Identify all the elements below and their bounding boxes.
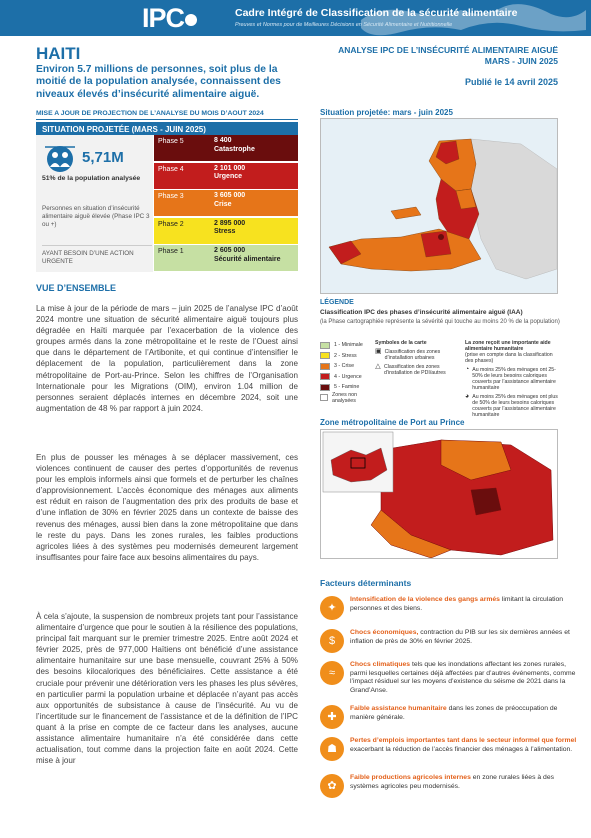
legend-phase-item: 4 - Urgence	[320, 372, 370, 383]
legend-aid-title: La zone reçoit une importante aide alimentaire humanitaire	[465, 340, 551, 352]
map-title: Situation projetée: mars - juin 2025	[320, 108, 453, 117]
phase-row	[154, 163, 298, 189]
overview-title: VUE D’ENSEMBLE	[36, 283, 117, 293]
legend-swatch	[320, 342, 330, 349]
aid-icon: ✚	[320, 705, 344, 729]
phase-value: 2 605 000 Sécurité alimentaire	[210, 245, 298, 271]
phase-name: Phase 5	[154, 135, 210, 161]
legend-symbols-title: Symboles de la carte	[375, 340, 427, 346]
phase-value: 2 895 000 Stress	[210, 218, 298, 244]
agriculture-icon: ✿	[320, 774, 344, 798]
legend-classification: Classification IPC des phases d’insécurité alimentaire aiguë (IAA)	[320, 309, 523, 316]
legend-phase-item: 5 - Famine	[320, 382, 370, 393]
haiti-phase-map	[320, 118, 558, 294]
urban-settlement-icon: ▣	[375, 348, 382, 355]
analysis-title: ANALYSE IPC DE L’INSÉCURITÉ ALIMENTAIRE AIGUË MARS - JUIN 2025	[308, 45, 558, 67]
headline: Environ 5.7 millions de personnes, soit plus de la moitié de la population analysée, connaissent des niveaux élevés d’insécurité alimentaire aiguë.	[36, 64, 281, 100]
gun-icon: ✦	[320, 596, 344, 620]
header-banner	[0, 0, 591, 36]
phase-value: 3 605 000 Crise	[210, 190, 298, 216]
factors-title: Facteurs déterminants	[320, 578, 412, 588]
country-title: HAITI	[36, 44, 81, 63]
legend-note: (la Phase cartographiée représente la sévérité qui touche au moins 20 % de la population)	[320, 319, 560, 325]
legend-swatch	[320, 363, 330, 370]
crisis-description: Personnes en situation d’insécurité alimentaire aiguë élevée (Phase IPC 3 ou +)	[42, 205, 150, 228]
legend-swatch	[320, 373, 330, 380]
legend-aid-row: ◕ Au moins 25% des ménages ont plus de 50% de leurs besoins caloriques couverts par l’assistance alimentaire humanitaire	[465, 393, 558, 418]
legend-swatch	[320, 352, 330, 359]
situation-header: SITUATION PROJETÉE (MARS - JUIN 2025)	[36, 122, 298, 135]
phase-row	[154, 190, 298, 216]
legend-phase-item: 3 - Crise	[320, 361, 370, 372]
economy-icon: $	[320, 629, 344, 653]
factor-text: Intensification de la violence des gangs armés limitant la circulation personnes et des biens.	[350, 596, 564, 612]
phase-name: Phase 2	[154, 218, 210, 244]
factor-text: Chocs économiques, contraction du PIB sur les six dernières années et inflation de près de 30% en février 2025.	[350, 629, 570, 645]
situation-totals	[36, 135, 153, 272]
overview-paragraph-2: En plus de pousser les ménages à se déplacer massivement, ces violences continuent de causer des pertes d’opportunités de revenus pour les emplois informels ainsi que formels et de perturber les chaînes d’approvisionnement. L’accès économique des ménages aux aliments est réduit en raison de l’augmentation des prix des produits de base et d’une inflation de 30% en février 2025 dans un contexte de baisse des revenus des ménages, aussi bien dans la zone métropolitaine que dans le reste du pays. Dans les zones rurales, les faibles productions agricoles liées à des systèmes peu modernisés demeurent largement insuffisantes pour faire face aux besoins alimentaires du pays.	[36, 453, 298, 562]
legend-symbol-row: △ Classification des zones d’installation de PDI/autres	[375, 363, 446, 376]
update-label: MISE A JOUR DE PROJECTION DE L’ANALYSE DU MOIS D’AOUT 2024	[36, 110, 298, 120]
climate-icon: ≈	[320, 661, 344, 685]
phase-name: Phase 3	[154, 190, 210, 216]
ipc-logo: IPC	[142, 3, 197, 34]
idp-settlement-icon: △	[375, 363, 381, 370]
legend-aid	[465, 340, 560, 418]
banner-subtitle: Preuves et Normes pour de Meilleures Décisions en Sécurité Alimentaire et Nutritionnelle	[235, 22, 453, 28]
aid-25-50-icon: ◔	[465, 366, 470, 373]
factor-text: Faible productions agricoles internes en zone rurales liées à des systèmes agricoles peu modernisés.	[350, 774, 554, 790]
legend-aid-row: ◔ Au moins 25% des ménages ont 25-50% de leurs besoins caloriques couverts par l’assistance alimentaire humanitaire	[465, 366, 556, 391]
phase-row	[154, 135, 298, 161]
jobs-icon: ☗	[320, 737, 344, 761]
phase-label: Sécurité alimentaire	[214, 255, 281, 263]
legend-title: LÉGENDE	[320, 299, 354, 306]
phase-value: 8 400 Catastrophe	[210, 135, 298, 161]
phase-row	[154, 218, 298, 244]
phase-name: Phase 1	[154, 245, 210, 271]
phase-label: Stress	[214, 228, 236, 235]
legend-swatch	[320, 384, 330, 391]
banner-title: Cadre Intégré de Classification de la sécurité alimentaire	[235, 7, 518, 19]
publication-date: Publié le 14 avril 2025	[464, 77, 558, 87]
population-percent: 51% de la population analysée	[42, 175, 141, 182]
overview-paragraph-1: La mise à jour de la période de mars – juin 2025 de l’analyse IPC d’août 2024 montre une situation de sécurité alimentaire aiguë toujours plus dégradée en Haïti marquée par l’exacerbation de la violence des groupes armés dans la zone métropolitaine et le reste de l’Ouest ainsi que dans le département de l’Artibonite, et qui continue d’intensifier le déplacement de la population, particulièrement dans la zone métropolitaine de Port-au-Prince. Selon les chiffres de l’Organisation Internationale pour les Migrations (OIM), environ 1.04 million de personnes seraient déplacés internes en décembre 2024, soit une augmentation de 48 % par rapport à juin 2024.	[36, 304, 298, 413]
legend-phase-list	[320, 340, 370, 403]
phase-name: Phase 4	[154, 163, 210, 189]
phase-label: Urgence	[214, 173, 243, 180]
situation-summary	[36, 122, 298, 272]
legend-phase-item: Zones non analysées	[320, 393, 370, 404]
aid-50-icon: ◕	[465, 393, 470, 400]
phase-row	[154, 245, 298, 271]
total-people: 5,71M	[82, 149, 124, 166]
pap-map-graphic	[321, 430, 558, 559]
phase-table	[154, 135, 298, 273]
legend-swatch	[320, 394, 328, 401]
legend-symbol-row: ▣ Classification des zones d’installation urbaines	[375, 348, 441, 361]
factor-text: Faible assistance humanitaire dans les zones de préoccupation de manière générale.	[350, 705, 558, 721]
phase-label: Crise	[214, 200, 232, 208]
factor-text: Chocs climatiques tels que les inondations affectant les zones rurales, parmi lesquelles certaines déjà affectées par d’autres événements, comme l’impact résiduel sur les moyens d’existence du séisme de 2021 dans la Grand’Anse.	[350, 661, 576, 694]
phase-label: Catastrophe	[214, 145, 255, 153]
legend-symbols	[375, 340, 455, 376]
people-icon	[42, 143, 78, 173]
port-au-prince-map	[320, 429, 558, 559]
factor-text: Pertes d’emplois importantes tant dans le secteur informel que formel exacerbant la réduction de l’accès financier des ménages à l’alimentation.	[350, 737, 577, 753]
legend-phase-item: 1 - Minimale	[320, 340, 370, 351]
pap-map-title: Zone métropolitaine de Port au Prince	[320, 418, 465, 427]
urgent-action-label: AYANT BESOIN D’UNE ACTION URGENTE	[42, 245, 152, 266]
analysis-period: MARS - JUIN 2025	[484, 56, 558, 66]
haiti-map-graphic	[321, 119, 558, 294]
overview-paragraph-3: À cela s’ajoute, la suspension de nombreux projets tant pour l’assistance alimentaire d’urgence que pour le soutien à la résilience des populations, principal fait marquant sur le premier trimestre 2025. Entre août 2024 et février 2025, près de 977,000 Haïtiens ont bénéficié d’une assistance alimentaire humanitaire sur une base mensuelle, couvrant 25% à 50% des besoins kilocaloriques des bénéficiaires. Cette assistance a été cruciale pour prévenir une détérioration vers les phases les plus sévères, en particulier parmi la population urbaine et déplacée n’ayant pas accès aux opportunités de subsistance à cause de l’insécurité. Au vu de l’incertitude sur le financement de l’assistance et de la définition de l’IPC quant à la prise en compte de ce facteur dans les analyses, aucune assistance alimentaire humanitaire n’a été considérée dans cette actualisation, tout comme dans la projection faite en août 2024. Cette mise à jour	[36, 612, 298, 766]
legend-phase-item: 2 - Stress	[320, 351, 370, 362]
legend-aid-note: (prise en compte dans la classification des phases)	[465, 352, 553, 364]
phase-value: 2 101 000 Urgence	[210, 163, 298, 189]
